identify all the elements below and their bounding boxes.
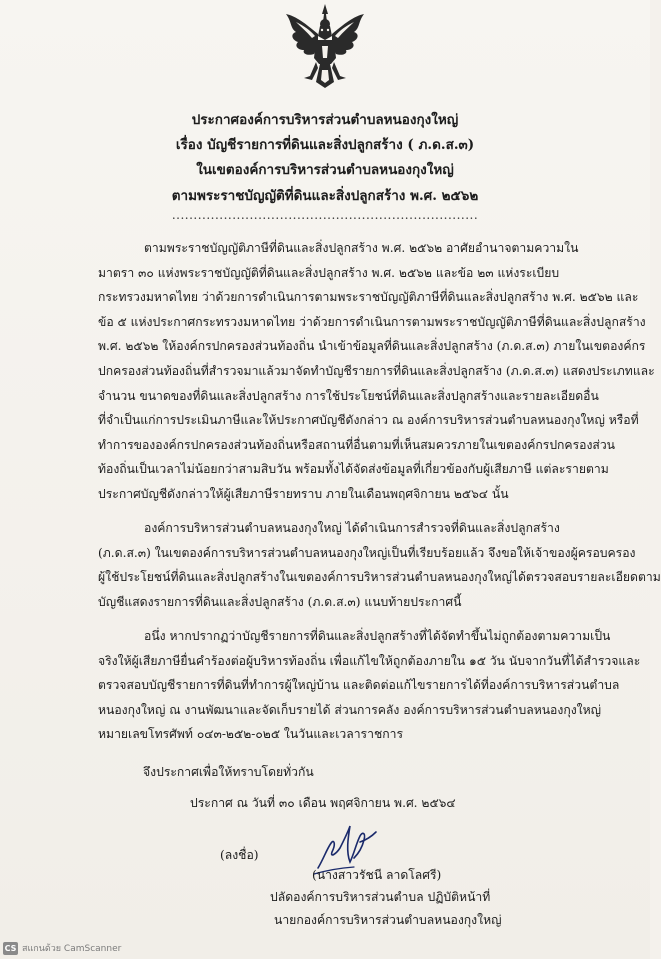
signatory-name: (นางสาวรัชนี ลาดโลศรี)	[312, 868, 442, 882]
paragraph-1	[98, 236, 655, 507]
paragraph-line: ที่จำเป็นแก่การประเมินภาษีและให้ประกาศบัญชีดังกล่าว ณ องค์การบริหารส่วนตำบลหนองกุงใหญ่ หรือที่	[98, 413, 639, 428]
announcement-date: ประกาศ ณ วันที่ ๓๐ เดือน พฤศจิกายน พ.ศ. ๒๕๖๔	[190, 796, 456, 810]
paragraph-2	[98, 516, 661, 614]
paragraph-line: จำนวน ขนาดของที่ดินและสิ่งปลูกสร้าง การใช้ประโยชน์ที่ดินและสิ่งปลูกสร้างและรายละเอียดอื่น	[98, 388, 599, 403]
announcement-title: ประกาศองค์การบริหารส่วนตำบลหนองกุงใหญ่	[191, 112, 459, 128]
paragraph-line: หมายเลขโทรศัพท์ ๐๔๓-๒๕๒-๐๒๕ ในวันและเวลาราชการ	[98, 727, 403, 742]
scanner-watermark	[3, 939, 121, 957]
paragraph-line: มาตรา ๓๐ แห่งพระราชบัญญัติที่ดินและสิ่งปลูกสร้าง พ.ศ. ๒๕๖๒ และข้อ ๒๓ แห่งระเบียบ	[98, 265, 560, 280]
paragraph-line: ท้องถิ่นเป็นเวลาไม่น้อยกว่าสามสิบวัน พร้อมทั้งได้จัดส่งข้อมูลที่เกี่ยวข้องกับผู้เสียภาษี แต่ละรายตาม	[98, 462, 609, 477]
paragraph-line: ทำการขององค์กรปกครองส่วนท้องถิ่นหรือสถานที่อื่นตามที่เห็นสมควรภายในเขตองค์กรปกครองส่วน	[98, 437, 616, 452]
paragraph-line: ตามพระราชบัญญัติภาษีที่ดินและสิ่งปลูกสร้าง พ.ศ. ๒๕๖๒ อาศัยอำนาจตามความใน	[144, 241, 579, 255]
paragraph-line: ข้อ ๕ แห่งประกาศกระทรวงมหาดไทย ว่าด้วยการดำเนินการตามพระราชบัญญัติภาษีที่ดินและสิ่งปลูกสร้าง	[98, 314, 646, 329]
watermark-text: สแกนด้วย CamScanner	[22, 944, 122, 954]
signatory-acting-position: นายกองค์การบริหารส่วนตำบลหนองกุงใหญ่	[274, 913, 502, 927]
closing-statement: จึงประกาศเพื่อให้ทราบโดยทั่วกัน	[143, 765, 314, 779]
paragraph-line: จริงให้ผู้เสียภาษียื่นคำร้องต่อผู้บริหารท้องถิ่น เพื่อแก้ไขให้ถูกต้องภายใน ๑๕ วัน นับจากวันที่ได้สำรวจและ	[98, 653, 641, 668]
announcement-act: ตามพระราชบัญญัติที่ดินและสิ่งปลูกสร้าง พ.ศ. ๒๕๖๒	[171, 188, 479, 204]
signatory-position: ปลัดองค์การบริหารส่วนตำบล ปฏิบัติหน้าที่	[270, 890, 491, 904]
paragraph-line: (ภ.ด.ส.๓) ในเขตองค์การบริหารส่วนตำบลหนองกุงใหญ่เป็นที่เรียบร้อยแล้ว จึงขอให้เจ้าของผู้ครอบครอง	[98, 545, 636, 560]
announcement-area: ในเขตองค์การบริหารส่วนตำบลหนองกุงใหญ่	[196, 162, 454, 178]
garuda-emblem-icon	[282, 2, 368, 90]
paragraph-line: หนองกุงใหญ่ ณ งานพัฒนาและจัดเก็บรายได้ ส่วนการคลัง องค์การบริหารส่วนตำบลหนองกุงใหญ่	[98, 702, 602, 717]
paragraph-line: พ.ศ. ๒๕๖๒ ให้องค์กรปกครองส่วนท้องถิ่น นำเข้าข้อมูลที่ดินและสิ่งปลูกสร้าง (ภ.ด.ส.๓) ภายในเขตองค์กร	[98, 339, 646, 354]
signature-label: (ลงชื่อ)	[220, 848, 259, 862]
paragraph-line: ปกครองส่วนท้องถิ่นที่สำรวจมาแล้วมาจัดทำบัญชีรายการที่ดินและสิ่งปลูกสร้าง (ภ.ด.ส.๓) แสดงประเภทและ	[98, 363, 655, 378]
paragraph-line: องค์การบริหารส่วนตำบลหนองกุงใหญ่ ได้ดำเนินการสำรวจที่ดินและสิ่งปลูกสร้าง	[144, 521, 560, 535]
paragraph-3	[98, 624, 641, 747]
announcement-subject: เรื่อง บัญชีรายการที่ดินและสิ่งปลูกสร้าง ( ภ.ด.ส.๓)	[175, 137, 475, 153]
paragraph-line: บัญชีแสดงรายการที่ดินและสิ่งปลูกสร้าง (ภ.ด.ส.๓) แนบท้ายประกาศนี้	[98, 594, 462, 609]
paragraph-line: ตรวจสอบบัญชีรายการที่ดินที่ทำการผู้ใหญ่บ้าน และติดต่อแก้ไขรายการได้ที่องค์การบริหารส่วนตำบล	[98, 678, 620, 693]
camscanner-logo-icon: CS	[4, 943, 17, 953]
paragraph-line: ผู้ใช้ประโยชน์ที่ดินและสิ่งปลูกสร้างในเขตองค์การบริหารส่วนตำบลหนองกุงใหญ่ได้ตรวจสอบรายละเอียดตาม	[98, 570, 661, 585]
paragraph-line: ประกาศบัญชีดังกล่าวให้ผู้เสียภาษีรายทราบ ภายในเดือนพฤศจิกายน ๒๕๖๔ นั้น	[98, 486, 509, 501]
header-divider: .......................................................................	[171, 208, 479, 222]
paragraph-line: อนึ่ง หากปรากฏว่าบัญชีรายการที่ดินและสิ่งปลูกสร้างที่ได้จัดทำขึ้นไม่ถูกต้องตามความเป็น	[144, 629, 611, 643]
paragraph-line: กระทรวงมหาดไทย ว่าด้วยการดำเนินการตามพระราชบัญญัติภาษีที่ดินและสิ่งปลูกสร้าง พ.ศ. ๒๕๖๒ และ	[98, 290, 639, 305]
